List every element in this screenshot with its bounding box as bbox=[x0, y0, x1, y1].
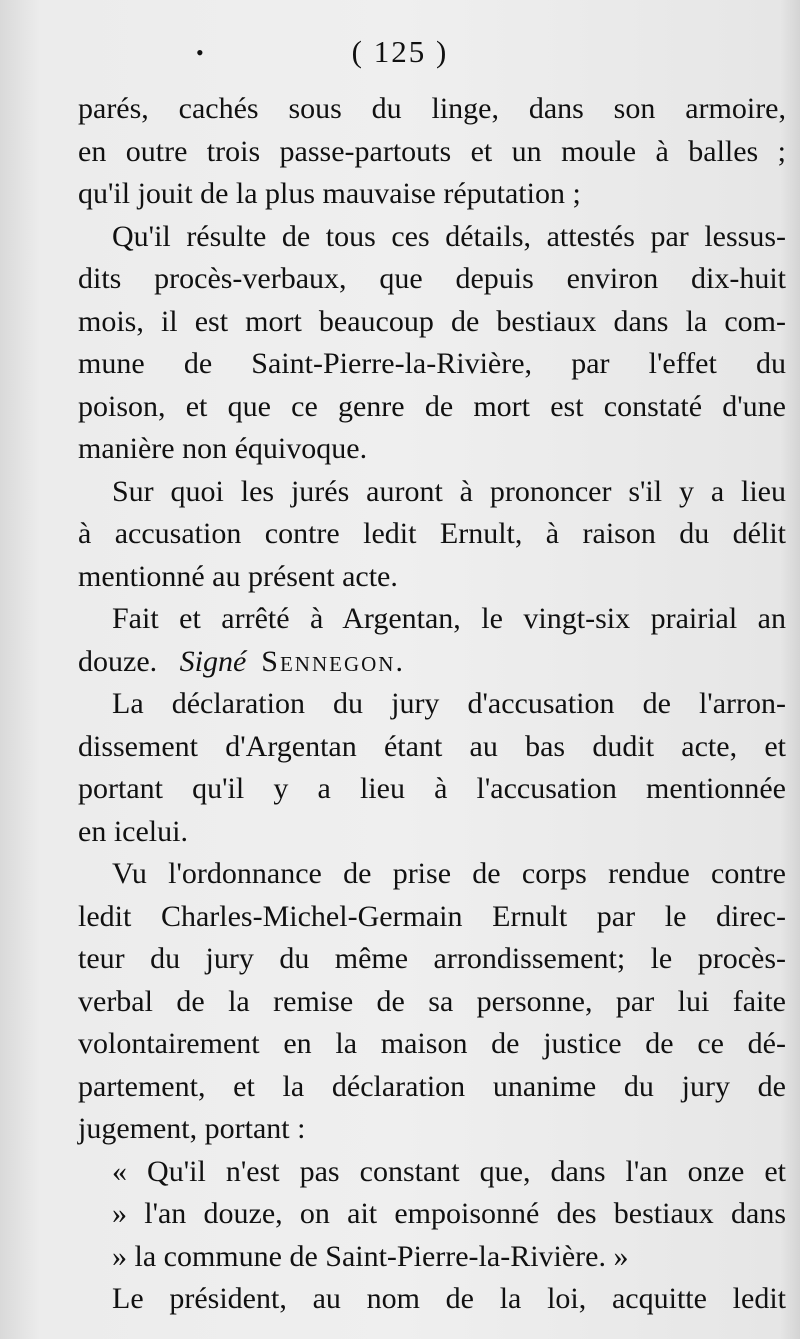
text-line: Le président, au nom de la loi, acquitte ledit bbox=[112, 1282, 786, 1315]
signature-name: Sennegon. bbox=[261, 644, 405, 678]
text-line: La déclaration du jury d'accusation de l'arron- bbox=[112, 687, 786, 720]
signe-label: Signé bbox=[179, 644, 247, 678]
page-body bbox=[78, 88, 786, 1321]
text-line: ledit Charles-Michel-Germain Ernult par le direc- bbox=[78, 899, 786, 933]
text-line: volontairement en la maison de justice de ce dé- bbox=[78, 1027, 786, 1060]
text-line: manière non équivoque. bbox=[78, 432, 368, 465]
text-line: Fait et arrêté à Argentan, le vingt-six prairial an bbox=[112, 602, 786, 635]
text-line: mois, il est mort beaucoup de bestiaux dans la com- bbox=[78, 304, 786, 338]
quote-line: » l'an douze, on ait empoisonné des bestiaux dans bbox=[112, 1197, 786, 1230]
page-mark: • bbox=[196, 40, 204, 65]
quote-line: « Qu'il n'est pas constant que, dans l'an onze et bbox=[112, 1154, 786, 1188]
text-line: douze. bbox=[78, 644, 158, 678]
text-line: jugement, portant : bbox=[78, 1112, 306, 1145]
text-line: Sur quoi les jurés auront à prononcer s'il y a lieu bbox=[112, 474, 786, 508]
text-line: dits procès-verbaux, que depuis environ dix-huit bbox=[78, 262, 786, 295]
text-line: partement, et la déclaration unanime du jury de bbox=[78, 1069, 786, 1103]
text-line: parés, cachés sous du linge, dans son armoire, bbox=[78, 92, 786, 125]
text-line: Qu'il résulte de tous ces détails, attestés par lessus- bbox=[112, 219, 786, 253]
text-line: à accusation contre ledit Ernult, à raison du délit bbox=[78, 517, 786, 550]
text-line: dissement d'Argentan étant au bas dudit acte, et bbox=[78, 729, 786, 763]
text-line: mentionné au présent acte. bbox=[78, 559, 398, 593]
quote-line: » la commune de Saint-Pierre-la-Rivière. » bbox=[112, 1239, 629, 1273]
text-line: Vu l'ordonnance de prise de corps rendue contre bbox=[112, 857, 786, 890]
text-line: verbal de la remise de sa personne, par lui faite bbox=[78, 984, 786, 1018]
text-line: qu'il jouit de la plus mauvaise réputation ; bbox=[78, 177, 581, 210]
text-line: mune de Saint-Pierre-la-Rivière, par l'effet du bbox=[78, 347, 786, 380]
text-line: teur du jury du même arrondissement; le procès- bbox=[78, 942, 786, 975]
page-number: ( 125 ) bbox=[351, 34, 449, 69]
text-line: poison, et que ce genre de mort est constaté d'une bbox=[78, 389, 786, 423]
text-line: portant qu'il y a lieu à l'accusation mentionnée bbox=[78, 772, 786, 805]
text-line: en outre trois passe-partouts et un moule à balles ; bbox=[78, 134, 786, 168]
signature-line bbox=[78, 641, 786, 684]
text-line: en icelui. bbox=[78, 814, 188, 848]
